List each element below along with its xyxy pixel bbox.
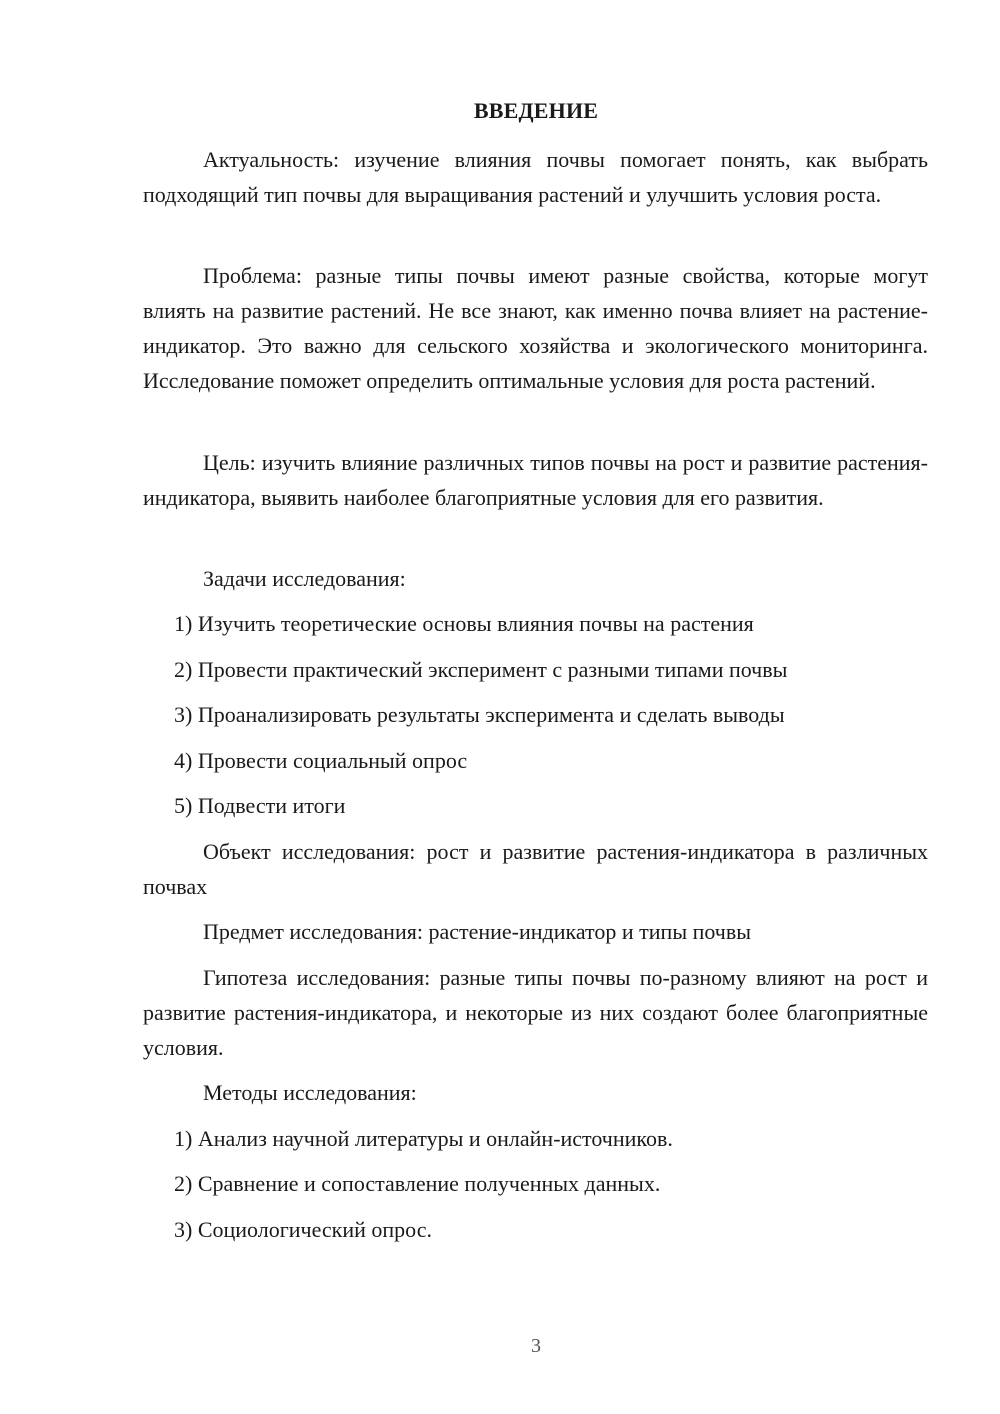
task-item: 5) Подвести итоги: [174, 793, 346, 818]
hypothesis-paragraph: Гипотеза исследования: разные типы почвы по-разному влияют на рост и развитие растения-индикатора, и некоторые из них создают более благоприятные условия.: [143, 965, 928, 1060]
task-item: 2) Провести практический эксперимент с разными типами почвы: [174, 657, 788, 682]
tasks-heading: Задачи исследования:: [203, 566, 406, 591]
method-item: 1) Анализ научной литературы и онлайн-источников.: [174, 1126, 673, 1151]
task-item: 1) Изучить теоретические основы влияния почвы на растения: [174, 611, 754, 636]
object-paragraph: Объект исследования: рост и развитие растения-индикатора в различных почвах: [143, 839, 928, 899]
goal-paragraph: Цель: изучить влияние различных типов почвы на рост и развитие растения-индикатора, выявить наиболее благоприятные условия для его развития.: [143, 450, 928, 510]
method-item: 2) Сравнение и сопоставление полученных данных.: [174, 1171, 661, 1196]
task-item: 4) Провести социальный опрос: [174, 748, 468, 773]
page-number: 3: [531, 1335, 541, 1357]
problem-paragraph: Проблема: разные типы почвы имеют разные свойства, которые могут влиять на развитие растений. Не все знают, как именно почва влияет на растение-индикатор. Это важно для сельского хозяйства и экологического мониторинга. Исследование поможет определить оптимальные условия для роста растений.: [143, 263, 928, 393]
subject-line: Предмет исследования: растение-индикатор и типы почвы: [203, 919, 752, 944]
actuality-paragraph: Актуальность: изучение влияния почвы помогает понять, как выбрать подходящий тип почвы для выращивания растений и улучшить условия роста.: [143, 147, 928, 207]
method-item: 3) Социологический опрос.: [174, 1217, 432, 1242]
task-item: 3) Проанализировать результаты эксперимента и сделать выводы: [174, 702, 785, 727]
methods-heading: Методы исследования:: [203, 1080, 417, 1105]
section-title: ВВЕДЕНИЕ: [473, 98, 599, 123]
